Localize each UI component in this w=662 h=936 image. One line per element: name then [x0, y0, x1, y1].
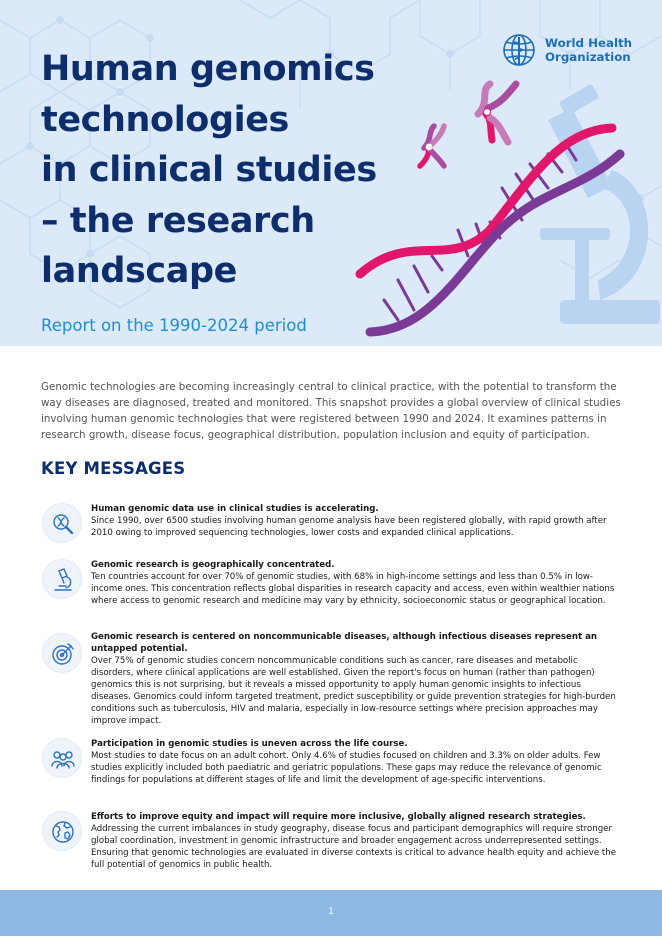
key-message-3-body: Over 75% of genomic studies concern noncommunicable conditions such as cancer, rare diseases and metabolic disorders, where clinical applications are well established. Given the report's focus on human (rather than pathogen) genomics this is not surprising, but it reveals a missed opportunity to apply human genomic insights to infectious diseases. Genomics could inform targeted treatment, predict susceptibility or guide prevention strategies for high-burden conditions such as tuberculosis, HIV and malaria, especially in low-resource settings where precision approaches may improve impact.: [91, 656, 616, 726]
key-message-5-heading: Efforts to improve equity and impact will require more inclusive, globally aligned research strategies.: [91, 812, 586, 822]
dna-magnifier-icon: [42, 503, 82, 543]
page-title: Human genomics technologies in clinical studies – the research landscape: [41, 49, 377, 291]
logo-line-1: World Health: [545, 36, 633, 50]
page-subtitle: Report on the 1990-2024 period: [41, 316, 307, 335]
key-message-5-body: Addressing the current imbalances in study geography, disease focus and participant demographics will require stronger global coordination, investment in genomic infrastructure and broader engagement across underrepresented settings. Ensuring that genomic technologies are evaluated in diverse contexts is critical to advance health equity and achieve the full potential of genomics in public health.: [91, 824, 616, 870]
page-number: 1: [328, 907, 334, 917]
key-messages-heading: KEY MESSAGES: [41, 459, 186, 478]
target-icon: [42, 633, 82, 673]
key-message-2-body: Ten countries account for over 70% of genomic studies, with 68% in high-income settings and less than 0.5% in low-income ones. This concentration reflects global disparities in research capacity and access, even within wealthier nations where access to genomic research and medicine may vary by ethnicity, socioeconomic status or geographical location.: [91, 572, 615, 606]
key-message-1-heading: Human genomic data use in clinical studies is accelerating.: [91, 504, 379, 514]
people-group-icon: [42, 738, 82, 778]
key-message-4-body: Most studies to date focus on an adult cohort. Only 4.6% of studies focused on children and 3.3% on older adults. Few studies explicitly included both paediatric and geriatric populations. These gaps may reduce the relevance of genomic findings for populations at different stages of life and limit the development of age-specific interventions.: [91, 751, 602, 785]
page-footer: [0, 890, 662, 936]
logo-line-2: Organization: [545, 50, 631, 64]
microscope-icon: [42, 559, 82, 599]
globe-icon: [42, 811, 82, 851]
key-message-4-heading: Participation in genomic studies is uneven across the life course.: [91, 739, 408, 749]
who-logo-text: [545, 36, 635, 64]
key-message-3-heading: Genomic research is centered on noncommunicable diseases, although infectious diseases represent an untapped potential.: [91, 632, 598, 654]
dna-helix-illustration: [340, 70, 662, 346]
key-message-1-body: Since 1990, over 6500 studies involving human genome analysis have been registered globally, with rapid growth after 2010 owing to improved sequencing technologies, lower costs and expanded clinical applications.: [91, 516, 607, 538]
intro-paragraph: Genomic technologies are becoming increasingly central to clinical practice, with the potential to transform the way diseases are diagnosed, treated and monitored. This snapshot provides a global overview of clinical studies involving human genomic technologies that were registered between 1990 and 2024. It examines patterns in research growth, disease focus, geographical distribution, population inclusion and equity of participation.: [41, 381, 621, 441]
key-message-2-heading: Genomic research is geographically concentrated.: [91, 560, 335, 570]
hero-banner: [0, 0, 662, 346]
